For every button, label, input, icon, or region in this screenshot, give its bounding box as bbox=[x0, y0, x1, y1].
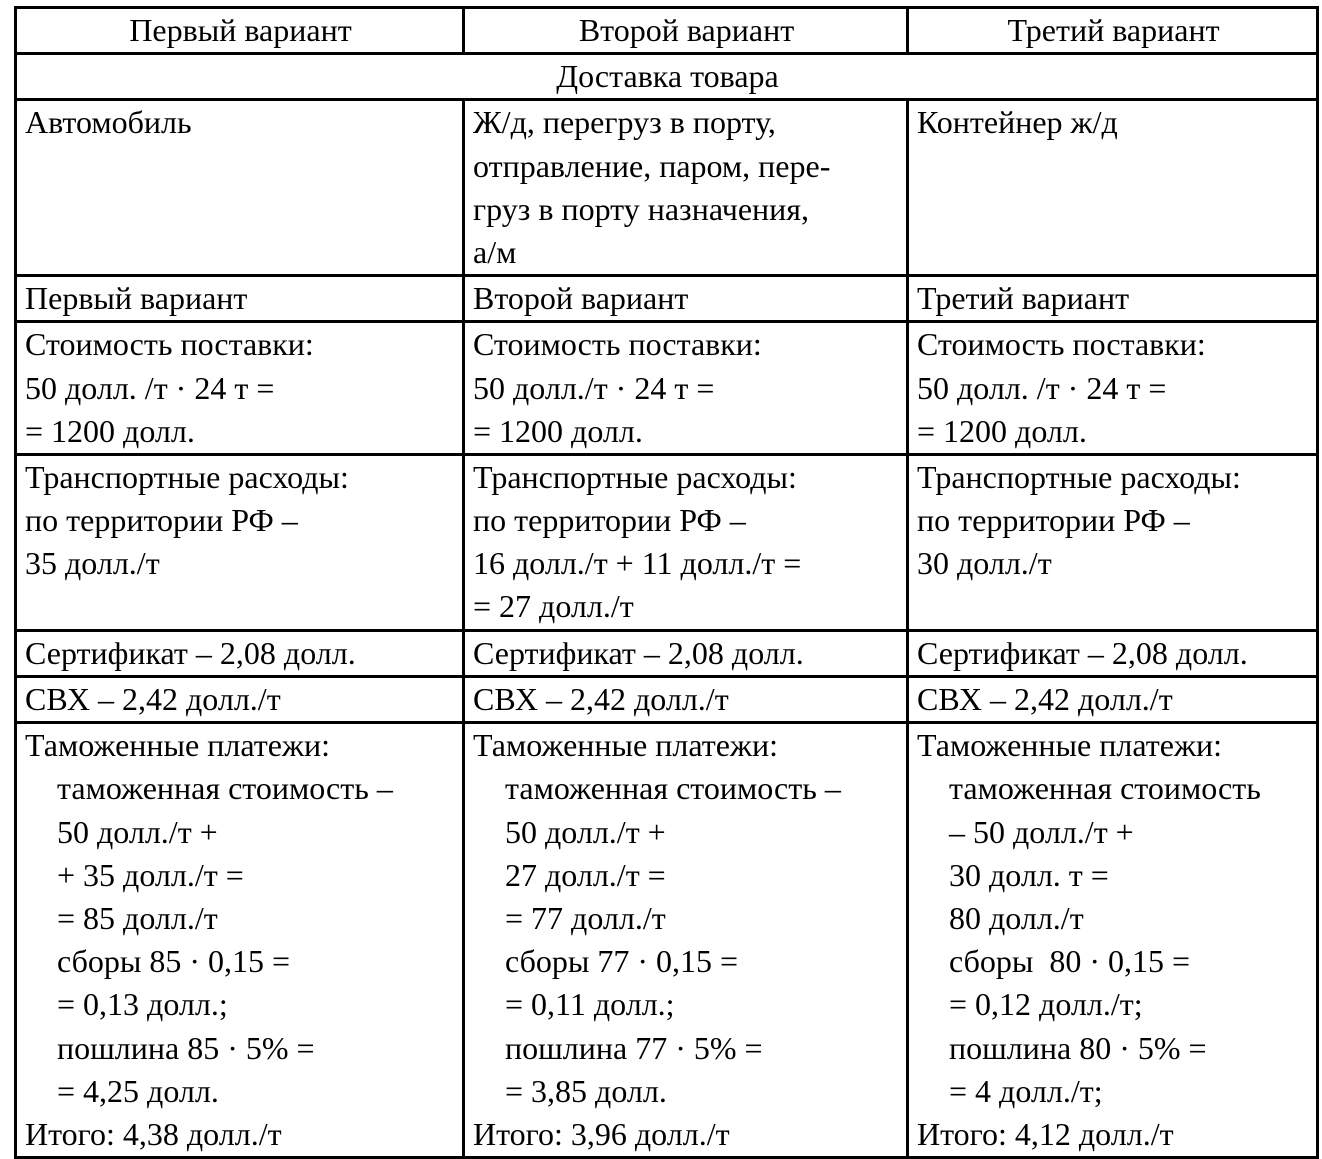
svh-variant-2: СВХ – 2,42 долл./т bbox=[464, 677, 908, 723]
svh-row bbox=[16, 677, 1318, 723]
transport-variant-3 bbox=[908, 100, 1318, 276]
cost-line: = 1200 долл. bbox=[473, 412, 643, 449]
customs-title: Таможенные платежи: bbox=[473, 727, 779, 764]
variant-label-2: Второй вариант bbox=[464, 276, 908, 322]
header-row bbox=[16, 8, 1318, 54]
customs-line: 30 долл. т = bbox=[949, 856, 1109, 893]
customs-title: Таможенные платежи: bbox=[25, 727, 331, 764]
customs-line: = 77 долл./т bbox=[505, 900, 666, 936]
svh-variant-3: СВХ – 2,42 долл./т bbox=[908, 677, 1318, 723]
customs-line: таможенная стоимость bbox=[949, 770, 1261, 807]
transport-costs-variant-3 bbox=[908, 454, 1318, 630]
transport-line: отправление, паром, пере- bbox=[473, 147, 831, 184]
cost-variant-2 bbox=[464, 322, 908, 455]
customs-line: сборы 80 · 0,15 = bbox=[949, 943, 1191, 980]
transport-costs-line: по территории РФ – bbox=[25, 502, 298, 539]
transport-costs-variant-1 bbox=[16, 454, 464, 630]
cost-row bbox=[16, 322, 1318, 455]
cost-line: 50 долл./т · 24 т = bbox=[473, 369, 715, 406]
customs-variant-1 bbox=[16, 723, 464, 1158]
transport-costs-line: по территории РФ – bbox=[473, 502, 746, 539]
customs-line: = 0,13 долл.; bbox=[57, 986, 228, 1023]
cost-line: Стоимость поставки: bbox=[25, 326, 314, 363]
transport-costs-line: по территории РФ – bbox=[917, 502, 1190, 539]
customs-total: Итого: 4,38 долл./т bbox=[25, 1115, 282, 1152]
variant-label-3: Третий вариант bbox=[908, 276, 1318, 322]
customs-line: = 85 долл./т bbox=[57, 900, 218, 936]
transport-costs-line: Транспортные расходы: bbox=[917, 458, 1241, 495]
customs-line: пошлина 85 · 5% = bbox=[57, 1029, 315, 1066]
transport-costs-line: 30 долл./т bbox=[917, 545, 1052, 582]
transport-line: Ж/д, перегруз в порту, bbox=[473, 104, 776, 141]
customs-line: пошлина 77 · 5% = bbox=[505, 1029, 763, 1066]
customs-line: 80 долл./т bbox=[949, 900, 1084, 936]
cost-line: = 1200 долл. bbox=[917, 412, 1087, 449]
customs-variant-3 bbox=[908, 723, 1318, 1158]
transport-variant-2 bbox=[464, 100, 908, 276]
cost-line: Стоимость поставки: bbox=[473, 326, 762, 363]
customs-line: таможенная стоимость – bbox=[57, 770, 393, 807]
transport-costs-line: 16 долл./т + 11 долл./т = bbox=[473, 545, 802, 582]
transport-costs-variant-2 bbox=[464, 454, 908, 630]
header-variant-2: Второй вариант bbox=[464, 8, 908, 54]
cost-line: = 1200 долл. bbox=[25, 412, 195, 449]
svh-variant-1: СВХ – 2,42 долл./т bbox=[16, 677, 464, 723]
customs-row bbox=[16, 723, 1318, 1158]
customs-title: Таможенные платежи: bbox=[917, 727, 1223, 764]
customs-line: 50 долл./т + bbox=[57, 813, 218, 850]
transport-variant-1 bbox=[16, 100, 464, 276]
transport-line: Автомобиль bbox=[25, 104, 192, 141]
customs-total: Итого: 3,96 долл./т bbox=[473, 1115, 730, 1152]
transport-costs-row bbox=[16, 454, 1318, 630]
transport-costs-line: = 27 долл./т bbox=[473, 588, 634, 625]
customs-line: + 35 долл./т = bbox=[57, 856, 244, 893]
cost-variant-3 bbox=[908, 322, 1318, 455]
cost-line: Стоимость поставки: bbox=[917, 326, 1206, 363]
transport-row bbox=[16, 100, 1318, 276]
variant-label-1: Первый вариант bbox=[16, 276, 464, 322]
variant-row bbox=[16, 276, 1318, 322]
cost-line: 50 долл. /т · 24 т = bbox=[917, 369, 1167, 406]
transport-line: Контейнер ж/д bbox=[917, 104, 1118, 141]
customs-total: Итого: 4,12 долл./т bbox=[917, 1115, 1174, 1152]
customs-variant-2 bbox=[464, 723, 908, 1158]
certificate-variant-2: Сертификат – 2,08 долл. bbox=[464, 630, 908, 676]
certificate-row bbox=[16, 630, 1318, 676]
customs-line: – 50 долл./т + bbox=[949, 813, 1134, 850]
header-variant-1: Первый вариант bbox=[16, 8, 464, 54]
customs-line: пошлина 80 · 5% = bbox=[949, 1029, 1207, 1066]
customs-line: 50 долл./т + bbox=[505, 813, 666, 850]
transport-costs-line: Транспортные расходы: bbox=[473, 458, 797, 495]
delivery-title: Доставка товара bbox=[16, 54, 1318, 100]
cost-variant-1 bbox=[16, 322, 464, 455]
comparison-table bbox=[14, 6, 1319, 1159]
customs-line: = 0,11 долл.; bbox=[505, 986, 675, 1023]
transport-line: груз в порту назначения, bbox=[473, 190, 809, 227]
transport-line: а/м bbox=[473, 233, 517, 270]
customs-line: = 4 долл./т; bbox=[949, 1072, 1103, 1109]
customs-line: 27 долл./т = bbox=[505, 856, 666, 893]
customs-line: = 0,12 долл./т; bbox=[949, 986, 1143, 1023]
certificate-variant-3: Сертификат – 2,08 долл. bbox=[908, 630, 1318, 676]
header-variant-3: Третий вариант bbox=[908, 8, 1318, 54]
customs-line: таможенная стоимость – bbox=[505, 770, 841, 807]
cost-line: 50 долл. /т · 24 т = bbox=[25, 369, 275, 406]
delivery-row bbox=[16, 54, 1318, 100]
customs-line: = 3,85 долл. bbox=[505, 1072, 667, 1109]
customs-line: = 4,25 долл. bbox=[57, 1072, 219, 1109]
customs-line: сборы 77 · 0,15 = bbox=[505, 943, 739, 980]
certificate-variant-1: Сертификат – 2,08 долл. bbox=[16, 630, 464, 676]
transport-costs-line: 35 долл./т bbox=[25, 545, 160, 582]
customs-line: сборы 85 · 0,15 = bbox=[57, 943, 291, 980]
transport-costs-line: Транспортные расходы: bbox=[25, 458, 349, 495]
